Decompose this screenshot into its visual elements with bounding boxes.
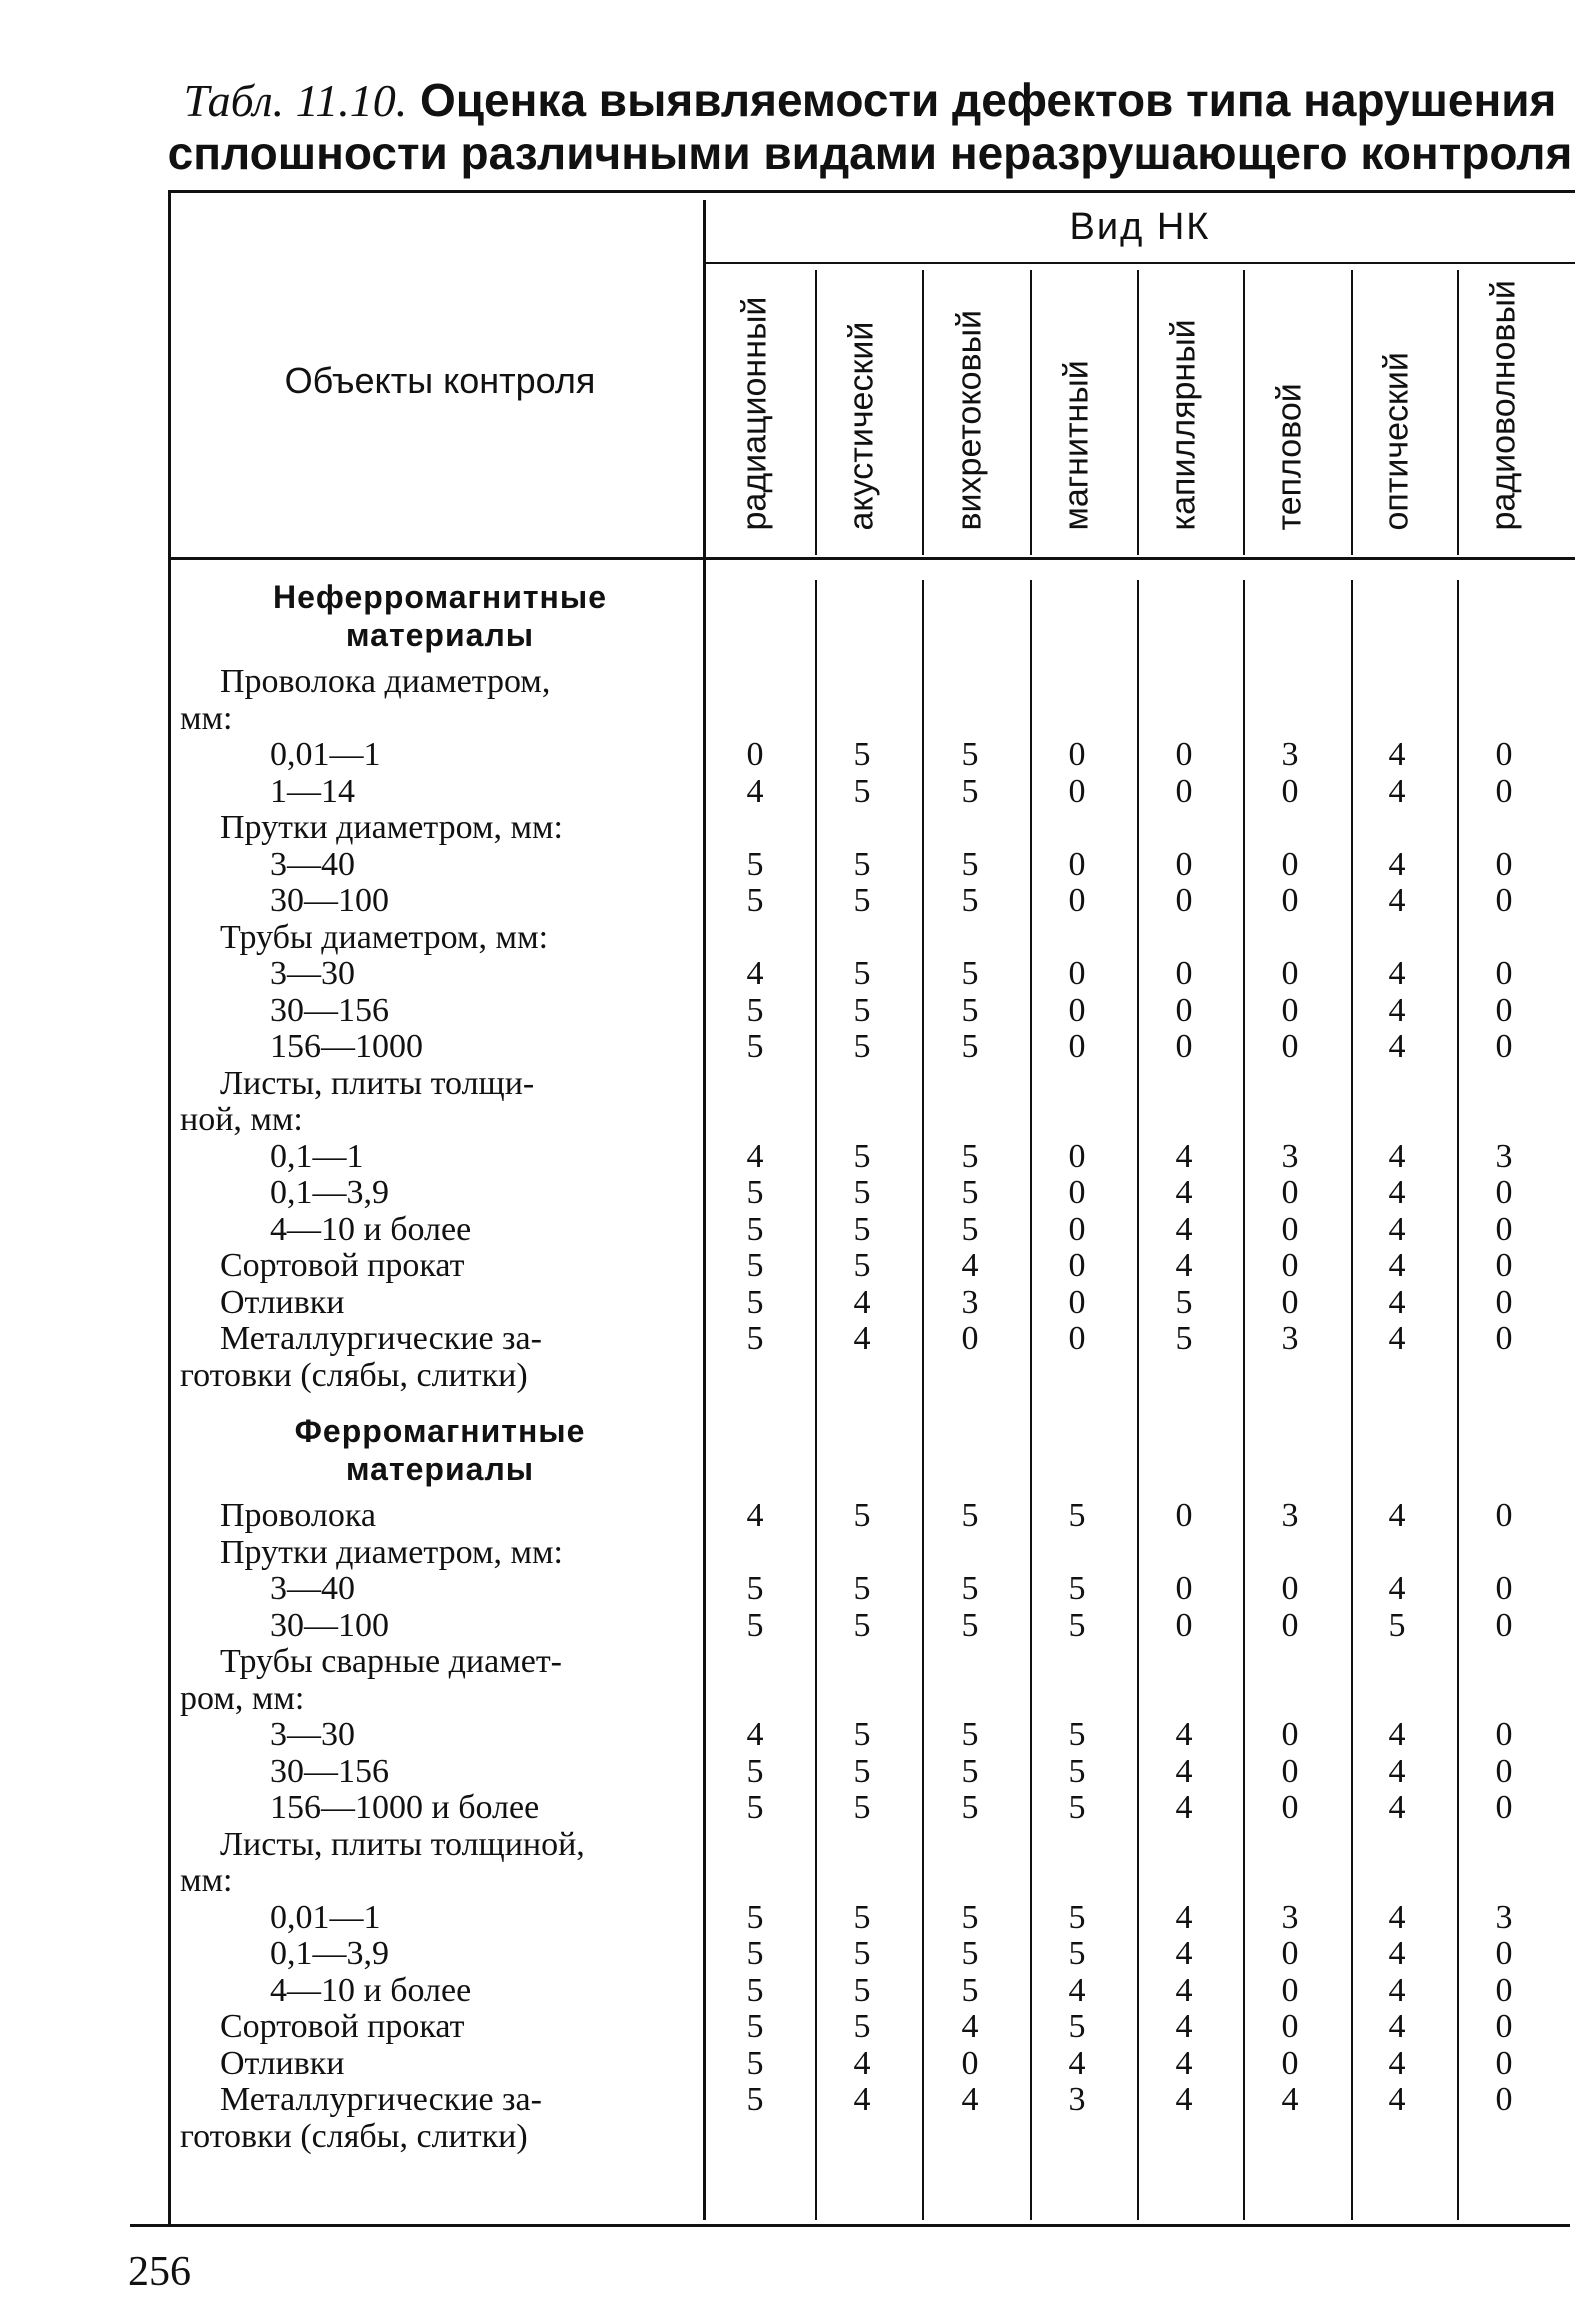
cell-value: 5 <box>1068 1606 1086 1644</box>
cell-value: 0 <box>1281 772 1299 810</box>
column-divider-rule <box>1137 270 1139 555</box>
cell-value: 4 <box>1175 1210 1193 1248</box>
cell-value: 5 <box>853 1497 871 1534</box>
cell-value: 4 <box>1388 1174 1406 1211</box>
cell-value: 5 <box>853 882 871 919</box>
column-header-2 <box>812 270 912 550</box>
cell-value: 0 <box>1281 955 1299 992</box>
cell-value: 0 <box>1495 1971 1513 2009</box>
cell-value: 0 <box>1281 1174 1299 1211</box>
cell-value: 5 <box>746 1320 764 1357</box>
column-header-6 <box>1240 270 1340 550</box>
row-label: Проволока <box>220 1497 376 1534</box>
cell-value: 5 <box>746 882 764 919</box>
cell-value: 0 <box>1068 991 1086 1029</box>
section-title-line: материалы <box>345 1451 535 1487</box>
cell-value: 5 <box>1068 1789 1086 1826</box>
cell-value: 4 <box>1388 1898 1406 1936</box>
cell-value: 4 <box>853 2081 871 2118</box>
cell-value: 4 <box>1388 1971 1406 2009</box>
cell-value: 5 <box>853 1606 871 1644</box>
cell-value: 0 <box>1495 1497 1513 1534</box>
cell-value: 0 <box>1068 1137 1086 1175</box>
cell-value: 0 <box>1495 955 1513 992</box>
row-label: мм: <box>180 1862 233 1899</box>
column-divider-rule <box>1243 580 1245 2220</box>
cell-value: 3 <box>1281 1320 1299 1357</box>
cell-value: 5 <box>961 845 979 883</box>
cell-value: 0 <box>1495 1210 1513 1248</box>
column-header-label: вихретоковый <box>950 309 989 531</box>
cell-value: 5 <box>1068 1570 1086 1607</box>
cell-value: 5 <box>853 845 871 883</box>
cell-value: 0 <box>1495 1789 1513 1826</box>
cell-value: 4 <box>1388 1716 1406 1753</box>
cell-value: 4 <box>1175 1247 1193 1284</box>
column-divider-rule <box>922 270 924 555</box>
cell-value: 4 <box>1388 1283 1406 1321</box>
caption-line-2: сплошности различными видами неразрушающего контроля <box>167 127 1573 179</box>
cell-value: 4 <box>1281 2081 1299 2118</box>
cell-value: 4 <box>1175 1789 1193 1826</box>
cell-value: 0 <box>1281 2008 1299 2045</box>
column-divider-rule <box>1457 580 1459 2220</box>
cell-value: 4 <box>1068 1971 1086 2009</box>
row-label: мм: <box>180 699 233 737</box>
cell-value: 0 <box>1495 772 1513 810</box>
row-label: Трубы диаметром, мм: <box>220 918 549 956</box>
cell-value: 0 <box>746 736 764 773</box>
cell-value: 3 <box>1495 1898 1513 1936</box>
column-divider-rule <box>1351 580 1353 2220</box>
cell-value: 0 <box>1495 1320 1513 1357</box>
cell-value: 4 <box>1388 1935 1406 1972</box>
row-label: Сортовой прокат <box>220 1247 465 1284</box>
cell-value: 5 <box>853 1137 871 1175</box>
row-label: 3—30 <box>270 955 355 992</box>
cell-value: 5 <box>961 1210 979 1248</box>
cell-value: 0 <box>1175 1028 1193 1065</box>
cell-value: 0 <box>1495 1174 1513 1211</box>
row-label: 30—100 <box>270 1606 389 1644</box>
cell-value: 0 <box>1175 845 1193 883</box>
cell-value: 0 <box>1495 736 1513 773</box>
table-bottom-rule <box>130 2224 1570 2227</box>
cell-value: 5 <box>853 736 871 773</box>
row-label: 3—30 <box>270 1716 355 1753</box>
cell-value: 0 <box>1281 1789 1299 1826</box>
cell-value: 5 <box>961 1606 979 1644</box>
row-label: Листы, плиты толщиной, <box>220 1825 585 1863</box>
cell-value: 4 <box>1388 1210 1406 1248</box>
column-header-label: магнитный <box>1057 360 1096 531</box>
cell-value: 5 <box>853 1752 871 1790</box>
cell-value: 5 <box>853 1028 871 1065</box>
cell-value: 4 <box>1388 882 1406 919</box>
cell-value: 0 <box>1495 1283 1513 1321</box>
caption-prefix: Табл. 11.10. <box>183 75 408 126</box>
cell-value: 0 <box>1495 882 1513 919</box>
cell-value: 0 <box>1175 772 1193 810</box>
column-divider-rule <box>815 270 817 555</box>
row-label: Прутки диаметром, мм: <box>220 1533 563 1571</box>
cell-value: 0 <box>1068 1320 1086 1357</box>
column-header-7 <box>1347 270 1447 550</box>
cell-value: 5 <box>961 955 979 992</box>
cell-value: 4 <box>1388 736 1406 773</box>
column-divider-rule <box>922 580 924 2220</box>
cell-value: 4 <box>1388 845 1406 883</box>
cell-value: 5 <box>853 1174 871 1211</box>
cell-value: 5 <box>961 1028 979 1065</box>
cell-value: 3 <box>1281 736 1299 773</box>
cell-value: 5 <box>746 991 764 1029</box>
cell-value: 4 <box>1175 1935 1193 1972</box>
cell-value: 5 <box>746 1935 764 1972</box>
cell-value: 4 <box>853 1320 871 1357</box>
row-label: Сортовой прокат <box>220 2008 465 2045</box>
cell-value: 0 <box>1068 882 1086 919</box>
cell-value: 5 <box>961 736 979 773</box>
row-label: 0,1—3,9 <box>270 1174 389 1211</box>
cell-value: 0 <box>1068 1210 1086 1248</box>
cell-value: 0 <box>1495 2044 1513 2082</box>
column-header-8 <box>1454 270 1554 550</box>
cell-value: 0 <box>1495 1247 1513 1284</box>
cell-value: 5 <box>746 1898 764 1936</box>
cell-value: 0 <box>1068 955 1086 992</box>
cell-value: 5 <box>853 991 871 1029</box>
row-label: 0,1—1 <box>270 1137 364 1175</box>
cell-value: 0 <box>1281 1247 1299 1284</box>
cell-value: 0 <box>1068 1028 1086 1065</box>
cell-value: 4 <box>1175 2081 1193 2118</box>
row-label: Отливки <box>220 2044 345 2082</box>
row-label: Отливки <box>220 1283 345 1321</box>
cell-value: 0 <box>1281 882 1299 919</box>
cell-value: 5 <box>853 1789 871 1826</box>
cell-value: 0 <box>1281 1971 1299 2009</box>
cell-value: 0 <box>1175 1606 1193 1644</box>
cell-value: 5 <box>746 1247 764 1284</box>
column-header-1 <box>705 270 805 550</box>
row-label: 30—156 <box>270 991 389 1029</box>
cell-value: 0 <box>1281 1935 1299 1972</box>
cell-value: 5 <box>961 1971 979 2009</box>
cell-value: 5 <box>961 1789 979 1826</box>
header-bottom-rule <box>170 557 1575 560</box>
cell-value: 0 <box>1068 1174 1086 1211</box>
cell-value: 4 <box>1388 1570 1406 1607</box>
cell-value: 4 <box>961 2008 979 2045</box>
cell-value: 5 <box>961 772 979 810</box>
section-title <box>190 1412 690 1488</box>
cell-value: 4 <box>746 955 764 992</box>
cell-value: 4 <box>1175 1716 1193 1753</box>
cell-value: 5 <box>853 955 871 992</box>
cell-value: 4 <box>1388 772 1406 810</box>
cell-value: 5 <box>961 882 979 919</box>
cell-value: 4 <box>1175 1971 1193 2009</box>
cell-value: 0 <box>1175 991 1193 1029</box>
cell-value: 4 <box>1388 2044 1406 2082</box>
column-header-label: радиоволновый <box>1484 280 1523 531</box>
cell-value: 5 <box>746 1283 764 1321</box>
column-header-3 <box>920 270 1020 550</box>
cell-value: 5 <box>1068 1716 1086 1753</box>
cell-value: 4 <box>746 1497 764 1534</box>
cell-value: 4 <box>1068 2044 1086 2082</box>
cell-value: 0 <box>1281 2044 1299 2082</box>
column-header-label: акустический <box>842 321 881 531</box>
cell-value: 0 <box>961 1320 979 1357</box>
column-header-4 <box>1027 270 1127 550</box>
header-objects: Объекты контроля <box>284 360 596 401</box>
cell-value: 5 <box>853 1716 871 1753</box>
group-underline-rule <box>705 262 1575 264</box>
row-label: 3—40 <box>270 1570 355 1607</box>
cell-value: 3 <box>1281 1898 1299 1936</box>
cell-value: 4 <box>961 2081 979 2118</box>
cell-value: 4 <box>1388 2008 1406 2045</box>
cell-value: 0 <box>1495 1716 1513 1753</box>
cell-value: 4 <box>853 1283 871 1321</box>
cell-value: 0 <box>1281 1752 1299 1790</box>
cell-value: 5 <box>853 1898 871 1936</box>
cell-value: 5 <box>961 1898 979 1936</box>
cell-value: 5 <box>961 1716 979 1753</box>
cell-value: 5 <box>961 991 979 1029</box>
cell-value: 0 <box>1175 955 1193 992</box>
cell-value: 0 <box>1281 1028 1299 1065</box>
cell-value: 0 <box>1495 1570 1513 1607</box>
caption-line-1: Оценка выявляемости дефектов типа нарушения <box>420 74 1557 126</box>
cell-value: 4 <box>1388 955 1406 992</box>
section-title-line: Ферромагнитные <box>294 1413 586 1449</box>
cell-value: 4 <box>1175 1137 1193 1175</box>
column-divider-rule <box>1030 270 1032 555</box>
cell-value: 5 <box>1388 1606 1406 1644</box>
row-label: Листы, плиты толщи- <box>220 1064 535 1102</box>
cell-value: 0 <box>1495 1028 1513 1065</box>
column-header-5 <box>1134 270 1234 550</box>
cell-value: 5 <box>853 1971 871 2009</box>
cell-value: 4 <box>961 1247 979 1284</box>
cell-value: 0 <box>1068 736 1086 773</box>
cell-value: 4 <box>746 1716 764 1753</box>
cell-value: 5 <box>746 1971 764 2009</box>
cell-value: 5 <box>746 1752 764 1790</box>
column-divider-rule <box>1137 580 1139 2220</box>
table-left-rule <box>168 190 171 2225</box>
cell-value: 5 <box>746 2044 764 2082</box>
cell-value: 0 <box>1068 845 1086 883</box>
cell-value: 0 <box>1175 1497 1193 1534</box>
cell-value: 5 <box>746 2008 764 2045</box>
cell-value: 4 <box>1388 1247 1406 1284</box>
cell-value: 5 <box>961 1752 979 1790</box>
cell-value: 0 <box>1175 736 1193 773</box>
row-label: готовки (слябы, слитки) <box>180 1356 528 1394</box>
cell-value: 0 <box>1281 1606 1299 1644</box>
row-label: 0,01—1 <box>270 736 381 773</box>
cell-value: 0 <box>1068 1283 1086 1321</box>
cell-value: 0 <box>1495 845 1513 883</box>
row-label: Трубы сварные диамет- <box>220 1643 563 1680</box>
section-title-line: материалы <box>345 617 535 653</box>
cell-value: 0 <box>1281 845 1299 883</box>
cell-value: 5 <box>746 1028 764 1065</box>
cell-value: 4 <box>1388 1789 1406 1826</box>
row-label: 30—100 <box>270 882 389 919</box>
cell-value: 5 <box>853 772 871 810</box>
cell-value: 5 <box>746 2081 764 2118</box>
cell-value: 5 <box>961 1935 979 1972</box>
cell-value: 5 <box>1068 2008 1086 2045</box>
cell-value: 0 <box>1495 1935 1513 1972</box>
section-title <box>190 578 690 654</box>
cell-value: 0 <box>1281 1570 1299 1607</box>
cell-value: 4 <box>1388 1497 1406 1534</box>
cell-value: 5 <box>961 1137 979 1175</box>
cell-value: 4 <box>1175 1752 1193 1790</box>
row-label: 0,1—3,9 <box>270 1935 389 1972</box>
cell-value: 4 <box>1388 991 1406 1029</box>
objects-divider-rule <box>703 580 706 2220</box>
column-header-label: оптический <box>1377 352 1416 531</box>
cell-value: 5 <box>1068 1898 1086 1936</box>
row-label: 4—10 и более <box>270 1971 472 2009</box>
cell-value: 5 <box>1068 1497 1086 1534</box>
row-label: 156—1000 и более <box>270 1789 540 1826</box>
row-label: Металлургические за- <box>220 1320 542 1357</box>
cell-value: 5 <box>1175 1320 1193 1357</box>
cell-value: 5 <box>961 1570 979 1607</box>
cell-value: 0 <box>1495 1606 1513 1644</box>
cell-value: 5 <box>853 1570 871 1607</box>
column-header-label: радиационный <box>735 296 774 531</box>
column-divider-rule <box>815 580 817 2220</box>
page-number: 256 <box>128 2249 191 2295</box>
cell-value: 5 <box>1068 1752 1086 1790</box>
section-title-line: Неферромагнитные <box>273 579 607 615</box>
cell-value: 3 <box>961 1283 979 1321</box>
header-group: Вид НК <box>1069 206 1211 248</box>
cell-value: 4 <box>1175 2008 1193 2045</box>
row-label: ной, мм: <box>180 1101 303 1138</box>
column-header-label: капиллярный <box>1164 319 1203 531</box>
cell-value: 5 <box>746 1210 764 1248</box>
cell-value: 5 <box>746 1570 764 1607</box>
cell-value: 4 <box>1388 1137 1406 1175</box>
column-header-label: тепловой <box>1270 383 1309 531</box>
cell-value: 4 <box>1388 1320 1406 1357</box>
cell-value: 0 <box>1175 1570 1193 1607</box>
row-label: Прутки диаметром, мм: <box>220 809 563 846</box>
cell-value: 0 <box>961 2044 979 2082</box>
row-label: Металлургические за- <box>220 2081 542 2118</box>
row-label: 156—1000 <box>270 1028 423 1065</box>
column-divider-rule <box>1243 270 1245 555</box>
cell-value: 5 <box>1068 1935 1086 1972</box>
cell-value: 5 <box>746 1606 764 1644</box>
cell-value: 3 <box>1495 1137 1513 1175</box>
cell-value: 4 <box>1175 1898 1193 1936</box>
cell-value: 5 <box>853 2008 871 2045</box>
row-label: 4—10 и более <box>270 1210 472 1248</box>
cell-value: 0 <box>1281 1716 1299 1753</box>
cell-value: 4 <box>853 2044 871 2082</box>
cell-value: 3 <box>1281 1497 1299 1534</box>
cell-value: 5 <box>746 1789 764 1826</box>
table-top-rule <box>170 190 1575 193</box>
cell-value: 5 <box>1175 1283 1193 1321</box>
cell-value: 5 <box>961 1497 979 1534</box>
row-label: Проволока диаметром, <box>220 663 551 700</box>
cell-value: 0 <box>1495 2081 1513 2118</box>
row-label: ром, мм: <box>180 1679 305 1717</box>
cell-value: 5 <box>853 1935 871 1972</box>
row-label: готовки (слябы, слитки) <box>180 2117 528 2155</box>
column-divider-rule <box>1457 270 1459 555</box>
cell-value: 4 <box>1388 1752 1406 1790</box>
cell-value: 4 <box>746 772 764 810</box>
cell-value: 4 <box>1175 1174 1193 1211</box>
row-label: 1—14 <box>270 772 355 810</box>
cell-value: 0 <box>1495 991 1513 1029</box>
cell-value: 4 <box>1175 2044 1193 2082</box>
cell-value: 5 <box>961 1174 979 1211</box>
cell-value: 5 <box>853 1247 871 1284</box>
cell-value: 0 <box>1175 882 1193 919</box>
cell-value: 5 <box>853 1210 871 1248</box>
cell-value: 0 <box>1068 772 1086 810</box>
cell-value: 3 <box>1068 2081 1086 2118</box>
row-label: 3—40 <box>270 845 355 883</box>
cell-value: 0 <box>1281 1283 1299 1321</box>
row-label: 0,01—1 <box>270 1898 381 1936</box>
cell-value: 0 <box>1068 1247 1086 1284</box>
cell-value: 3 <box>1281 1137 1299 1175</box>
cell-value: 4 <box>1388 1028 1406 1065</box>
cell-value: 5 <box>746 1174 764 1211</box>
table-caption <box>150 74 1590 179</box>
cell-value: 4 <box>746 1137 764 1175</box>
cell-value: 4 <box>1388 2081 1406 2118</box>
cell-value: 0 <box>1495 2008 1513 2045</box>
cell-value: 0 <box>1281 991 1299 1029</box>
column-divider-rule <box>1351 270 1353 555</box>
row-label: 30—156 <box>270 1752 389 1790</box>
column-divider-rule <box>1030 580 1032 2220</box>
cell-value: 5 <box>746 845 764 883</box>
cell-value: 0 <box>1281 1210 1299 1248</box>
cell-value: 0 <box>1495 1752 1513 1790</box>
